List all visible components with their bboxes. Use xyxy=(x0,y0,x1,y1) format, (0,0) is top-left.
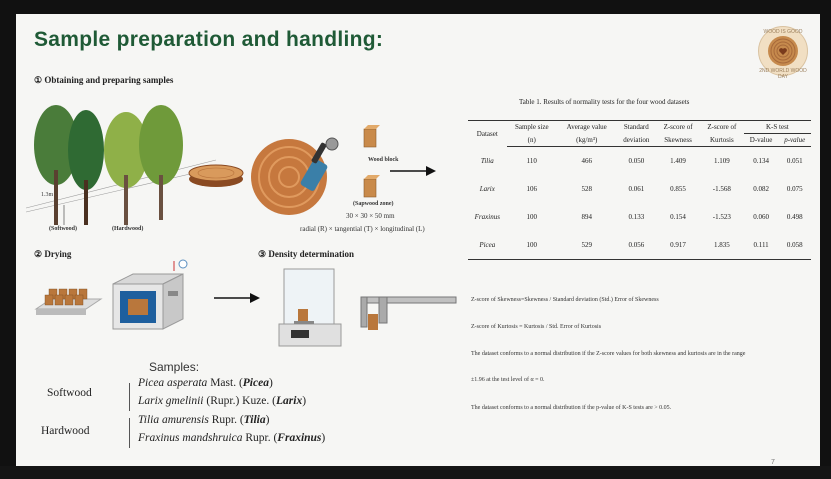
header-zscore-kurt: Z-score of xyxy=(700,121,744,134)
section-obtaining: ① Obtaining and preparing samples xyxy=(34,75,174,85)
wood-block-icon xyxy=(361,124,381,149)
note-kurtosis: Z-score of Kurtosis = Kurtosis / Std. Error of Kurtosis xyxy=(471,324,602,330)
dimensions-label: 30 × 30 × 50 mm xyxy=(346,212,395,220)
log-slice xyxy=(186,159,246,189)
hardwood-tree-2 xyxy=(139,105,183,185)
softwood-tree-2 xyxy=(68,110,104,190)
header-units: (kg/m³) xyxy=(557,134,617,147)
note-ks: The dataset conforms to a normal distribution if the p-value of K-S tests are > 0.05. xyxy=(471,405,672,411)
table-title: Table 1. Results of normality tests for the four wood datasets xyxy=(519,98,690,106)
wood-day-logo xyxy=(758,26,808,80)
height-label: 1.3m xyxy=(41,192,54,198)
table-row: Tilia 110 466 0.050 1.409 1.109 0.134 0.051 xyxy=(480,156,803,165)
header-sample-size: Sample size xyxy=(507,121,557,134)
header-kurtosis: Kurtosis xyxy=(700,134,744,147)
sapwood-block-icon xyxy=(361,174,381,199)
species-tilia: Tilia amurensis Rupr. (Tilia) xyxy=(138,414,270,426)
header-skewness: Skewness xyxy=(656,134,700,147)
species-larix: Larix gmelinii (Rupr.) Kuze. (Larix) xyxy=(138,395,307,407)
species-fraxinus: Fraxinus mandshruica Rupr. (Fraxinus) xyxy=(138,432,326,444)
slide-title: Sample preparation and handling: xyxy=(34,28,384,51)
note-skewness: Z-score of Skewness=Skewness / Standard deviation (Std.) Error of Skewness xyxy=(471,297,659,303)
page-number: 7 xyxy=(771,459,775,466)
hardwood-group: Hardwood xyxy=(41,425,90,437)
header-average: Average value xyxy=(557,121,617,134)
header-ks: K-S test xyxy=(744,121,811,134)
note-alpha: ±1.96 at the test level of α = 0. xyxy=(471,377,545,383)
samples-tray xyxy=(31,279,106,329)
header-standard: Standard xyxy=(616,121,656,134)
section-drying: ② Drying xyxy=(34,249,72,259)
header-dvalue: D-value xyxy=(744,134,779,147)
arrow-to-balance xyxy=(212,292,262,304)
table-row: Larix 106 528 0.061 0.855 -1.568 0.082 0.075 xyxy=(479,185,803,193)
sapwood-label: (Sapwood zone) xyxy=(353,201,394,207)
section-density: ③ Density determination xyxy=(258,249,355,259)
softwood-caption: (Softwood) xyxy=(49,226,77,232)
header-deviation: deviation xyxy=(616,134,656,147)
species-picea: Picea asperata Mast. (Picea) xyxy=(138,377,273,389)
wood-block-label: Wood block xyxy=(368,157,399,163)
slide xyxy=(16,14,820,466)
vernier-caliper xyxy=(351,289,461,339)
wood-disc-cutting xyxy=(244,132,344,222)
softwood-bracket xyxy=(129,383,133,411)
axes-label: radial (R) × tangential (T) × longitudinal (L) xyxy=(300,225,425,233)
samples-heading: Samples: xyxy=(149,360,200,374)
bottom-bar xyxy=(0,466,831,479)
logo-text: WOOD IS GOOD 2ND WORLD WOOD DAY xyxy=(759,29,807,80)
normality-table xyxy=(468,120,811,260)
hardwood-caption: (Hardwood) xyxy=(112,226,144,232)
header-dataset: Dataset xyxy=(468,121,507,147)
table-row: Picea 100 529 0.056 0.917 1.835 0.111 0.058 xyxy=(468,231,811,260)
table-row: Fraxinus 100 894 0.133 0.154 -1.523 0.060 0.498 xyxy=(474,213,803,221)
header-pvalue: p-value xyxy=(778,134,811,147)
softwood-group: Softwood xyxy=(47,387,92,399)
analytical-balance xyxy=(276,264,346,354)
drying-oven xyxy=(108,259,198,339)
note-normal-z: The dataset conforms to a normal distribution if the Z-score values for both skewness and kurtosis are in the range xyxy=(471,351,746,357)
header-n: (n) xyxy=(507,134,557,147)
hardwood-bracket xyxy=(129,418,133,448)
header-zscore-skew: Z-score of xyxy=(656,121,700,134)
arrow-to-table xyxy=(388,165,438,177)
